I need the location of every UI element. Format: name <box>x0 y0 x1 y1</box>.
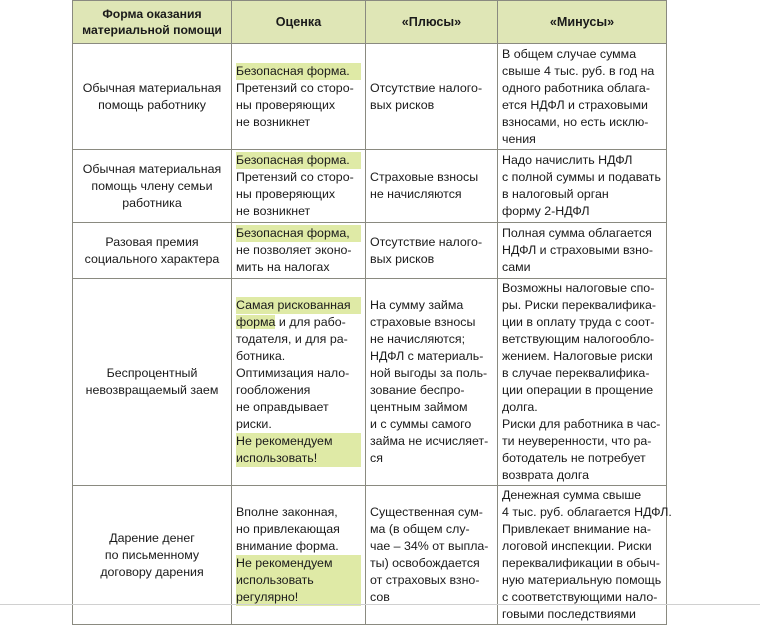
form-cell: Дарение денег по письменному договору дарения <box>73 486 232 625</box>
table-row <box>73 223 667 279</box>
pros-cell: Отсутствие налого- вых рисков <box>366 223 498 279</box>
cons-cell: Денежная сумма свыше 4 тыс. руб. облагается НДФЛ. Привлекает внимание на- логовой инспекции. Риски переквалификации в обыч- ную материальную помощь с соответствующими нало- говыми последствиями <box>498 486 667 625</box>
highlight: Безопасная форма. <box>236 152 361 169</box>
cons-cell: Возможны налоговые спо- ры. Риски переквалифика- ции в оплату труда с соот- ветствующим налогообло- жением. Налоговые риски в случае переквалифика- ции операции в прощение долга. Риски для работника в час- ти неуверенности, что ра- ботодатель не потребует возврата долга <box>498 279 667 486</box>
cons-cell: В общем случае сумма свыше 4 тыс. руб. в год на одного работника облага- ется НДФЛ и страховыми взносами, но есть исклю- чения <box>498 44 667 150</box>
highlight: форма <box>236 315 276 329</box>
form-cell: Обычная материальная помощь работнику <box>73 44 232 150</box>
warning-highlight: Не рекомендуем <box>236 555 361 572</box>
table-row <box>73 44 667 150</box>
header-form: Форма оказания материальной помощи <box>73 1 232 44</box>
assessment-cell: Вполне законная, но привлекающая внимание форма. Не рекомендуем использовать регулярно! <box>232 486 366 625</box>
highlight: Безопасная форма. <box>236 63 361 80</box>
form-cell: Беспроцентный невозвращаемый заем <box>73 279 232 486</box>
header-cons: «Минусы» <box>498 1 667 44</box>
assessment-cell: Безопасная форма. Претензий со сторо- ны проверяющих не возникнет <box>232 150 366 223</box>
assessment-cell: Самая рискованная форма и для рабо- тодателя, и для ра- ботника. Оптимизация нало- гообложения не оправдывает риски. Не рекомендуем использовать! <box>232 279 366 486</box>
comparison-table <box>72 0 672 625</box>
form-cell: Разовая премия социального характера <box>73 223 232 279</box>
bottom-divider <box>0 604 760 605</box>
pros-cell: Страховые взносы не начисляются <box>366 150 498 223</box>
warning-highlight: использовать <box>236 572 361 589</box>
cons-cell: Полная сумма облагается НДФЛ и страховыми взно- сами <box>498 223 667 279</box>
header-pros: «Плюсы» <box>366 1 498 44</box>
table-row <box>73 150 667 223</box>
warning-highlight: регулярно! <box>236 589 361 606</box>
cons-cell: Надо начислить НДФЛ с полной суммы и подавать в налоговый орган форму 2-НДФЛ <box>498 150 667 223</box>
pros-cell: Отсутствие налого- вых рисков <box>366 44 498 150</box>
form-cell: Обычная материальная помощь члену семьи работника <box>73 150 232 223</box>
highlight: Безопасная форма, <box>236 225 361 242</box>
pros-cell: Существенная сум- ма (в общем слу- чае – 34% от выпла- ты) освобождается от страховых взно- сов <box>366 486 498 625</box>
assessment-cell: Безопасная форма, не позволяет эконо- мить на налогах <box>232 223 366 279</box>
table-row <box>73 279 667 486</box>
warning-highlight: использовать! <box>236 450 361 467</box>
header-assessment: Оценка <box>232 1 366 44</box>
pros-cell: На сумму займа страховые взносы не начисляются; НДФЛ с материаль- ной выгоды за поль- зование беспро- центным займом и с суммы самого займа не исчисляет- ся <box>366 279 498 486</box>
highlight: Самая рискованная <box>236 297 361 314</box>
warning-highlight: Не рекомендуем <box>236 433 361 450</box>
assessment-cell: Безопасная форма. Претензий со сторо- ны проверяющих не возникнет <box>232 44 366 150</box>
header-row <box>73 1 667 44</box>
